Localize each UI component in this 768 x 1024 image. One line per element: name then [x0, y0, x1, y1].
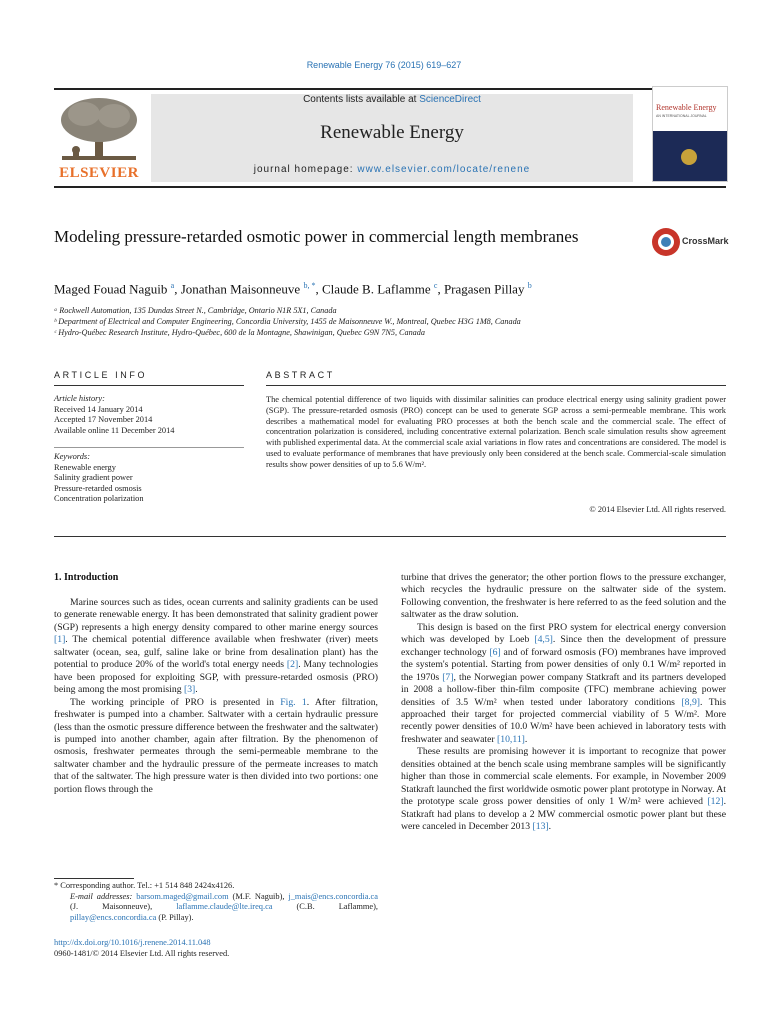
citation-link[interactable]: [6]: [489, 646, 501, 658]
body-paragraph: [54, 597, 378, 697]
abstract-heading: ABSTRACT: [266, 370, 335, 380]
crossmark-badge[interactable]: [652, 228, 732, 260]
footnote: [54, 881, 378, 923]
article-info-rule: [54, 385, 244, 386]
author-name: Maged Fouad Naguib: [54, 281, 171, 297]
body-text: .: [524, 733, 528, 745]
keyword: Salinity gradient power: [54, 473, 133, 483]
homepage-prefix: journal homepage:: [253, 164, 358, 175]
history-accepted: Accepted 17 November 2014: [54, 415, 153, 425]
body-paragraph: [401, 572, 726, 622]
keywords-block: [54, 452, 244, 505]
keyword: Renewable energy: [54, 462, 116, 472]
body-text: turbine that drives the generator; the other portion flows to the pressure exchanger, which recycles the hydraulic pressure on the saltwater side of the system. Following convention, the freshwater is here referred to as the feed solution and the saltwater as the draw solution.: [401, 572, 726, 621]
author-affiliation-marker[interactable]: b, *: [303, 281, 316, 290]
citation-link[interactable]: [13]: [532, 821, 549, 833]
citation-link[interactable]: [12]: [707, 796, 724, 808]
history-online: Available online 11 December 2014: [54, 425, 175, 435]
email-label: E-mail addresses:: [70, 891, 137, 901]
body-left-column: [54, 597, 378, 796]
email-owner: (P. Pillay).: [156, 912, 194, 922]
article-info-heading: ARTICLE INFO: [54, 370, 148, 380]
body-text: .: [548, 821, 552, 833]
abstract-text: The chemical potential difference of two liquids with dissimilar salinities can produce electrical energy using salinity gradient power (SGP). The pressure-retarded osmosis (PRO) concept can be used to generate SGP across a semi-permeable membrane. This work describes a mathematical model for evaluating PRO processes at both the bench scale and the commercial scale. The effect of concentration polarization is considered, including concentrative external polarization. Bench scale simulation results show agreement with published experimental data. At the commercial scale axial variations in flow rates and concentrations are considered. The model is used to evaluate performance of membranes that have previously only been considered at the bench scale. Commercial-scale simulation results show power densities of up to 5.6 W/m².: [266, 395, 726, 469]
crossmark-label: CrossMark: [682, 236, 729, 246]
abstract-rule: [266, 385, 726, 386]
body-paragraph: [54, 697, 378, 797]
email-link[interactable]: laflamme.claude@lte.ireq.ca: [176, 902, 273, 912]
sciencedirect-link[interactable]: ScienceDirect: [419, 94, 481, 105]
body-text: These results are promising however it is important to recognize that power densities obtained at the bench scale using membrane samples will be significantly higher than those in commercial scale elements. For example, in November 2009 Statkraft launched the first worldwide osmotic power plant prototype in Norway. At the prototype scale gross power densities of only 1 W/m² were achieved: [401, 746, 726, 808]
journal-cover: [652, 86, 728, 182]
corresponding-author: * Corresponding author. Tel.: +1 514 848 2424x4126.: [54, 881, 235, 890]
body-text: . Many technologies have been proposed for exploiting SGP, with pressure-retarded osmosis (PRO) being among the most promising: [54, 659, 378, 696]
email-link[interactable]: pillay@encs.concordia.ca: [70, 912, 157, 922]
citation-link[interactable]: Fig. 1: [280, 696, 307, 708]
citation-link[interactable]: [1]: [54, 634, 66, 646]
journal-citation: Renewable Energy 76 (2015) 619–627: [306, 60, 462, 70]
cover-subtitle: AN INTERNATIONAL JOURNAL: [656, 114, 707, 118]
body-text: Marine sources such as tides, ocean currents and salinity gradients can be used to generate renewable energy. It has been demonstrated that salinity gradient power (SGP) represents a high energy density compared to other marine energy sources: [54, 597, 378, 633]
doi-link[interactable]: http://dx.doi.org/10.1016/j.renene.2014.11.048: [54, 938, 211, 947]
elsevier-wordmark: ELSEVIER: [59, 165, 139, 181]
author-list: Maged Fouad Naguib $^a$, Jonathan Maisonneuve $^{b, *}$, Claude B. Laflamme $^c$, Pragasen Pillay $^b$: [54, 281, 532, 297]
body-text: . After filtration, freshwater is pumped into a chamber. Saltwater with a certain hydraulic pressure (less than the osmotic pressure difference between the freshwater and the saltwater) is pumped into another chamber, again after filtration. By the phenomenon of osmosis, freshwater permeates through the semi-permeable membrane to the saltwater chamber and the hydraulic pressure of the permeate increases to match that of the saltwater. The high pressure water is then divided into two portions: one portion flows through the: [54, 696, 378, 795]
keyword: Concentration polarization: [54, 494, 144, 504]
crossmark-icon: [652, 228, 680, 256]
keyword: Pressure-retarded osmosis: [54, 483, 142, 493]
email-owner: (M.F. Naguib),: [228, 891, 289, 901]
author-name: Pragasen Pillay: [443, 281, 528, 297]
footnote-rule: [54, 878, 134, 879]
cover-title: Renewable Energy: [656, 103, 717, 112]
author-affiliation-marker[interactable]: a: [170, 281, 175, 290]
author-name: Jonathan Maisonneuve: [180, 281, 304, 297]
cover-seal-icon: [681, 149, 697, 165]
homepage-link[interactable]: www.elsevier.com/locate/renene: [357, 164, 531, 175]
body-text: .: [195, 684, 198, 696]
keywords-rule: [54, 447, 244, 448]
affiliation-a: ᵃ Rockwell Automation, 135 Dundas Street N., Cambridge, Ontario N1R 5X1, Canada: [54, 306, 337, 315]
abstract-copyright: © 2014 Elsevier Ltd. All rights reserved.: [589, 505, 726, 514]
body-text: , the Norwegian power company Statkraft and its partners developed in 2008 a hollow-fiber thin-film composite (TFC) membrane achieving power densities of 3.5 W/m² when tested under laboratory conditions: [401, 671, 726, 708]
history-received: Received 14 January 2014: [54, 404, 143, 414]
header-bottom-rule: [54, 186, 726, 188]
author-name: Claude B. Laflamme: [321, 281, 434, 297]
body-text: The working principle of PRO is presented in: [70, 696, 281, 708]
paper-title: Modeling pressure-retarded osmotic power in commercial length membranes: [54, 227, 579, 246]
citation-link[interactable]: [10,11]: [497, 733, 525, 745]
homepage-line: [151, 164, 633, 175]
issn-line: 0960-1481/© 2014 Elsevier Ltd. All rights reserved.: [54, 948, 230, 958]
author-affiliation-marker[interactable]: c: [433, 281, 438, 290]
email-link[interactable]: barsom.maged@gmail.com: [136, 891, 229, 901]
body-text: . Statkraft had plans to develop a 2 MW commercial osmotic power plant but these were canceled in December 2013: [401, 796, 726, 833]
citation-link[interactable]: [2]: [286, 659, 299, 671]
affiliation-b: ᵇ Department of Electrical and Computer Engineering, Concordia University, 1455 de Maisonneuve W., Montreal, Quebec H3G 1M8, Canada: [54, 317, 521, 326]
body-text: . This approached their target for projected commercial viability of 5 W/m². More recently power densities of 10.0 W/m² have been achieved in laboratory tests with freshwater and seawater: [401, 696, 726, 745]
contents-prefix: Contents lists available at: [303, 94, 420, 105]
citation-link[interactable]: [8,9]: [681, 696, 701, 708]
history-label: Article history:: [54, 394, 105, 403]
keywords-label: Keywords:: [54, 452, 90, 461]
journal-banner: [151, 94, 633, 182]
abstract-bottom-rule: [54, 536, 726, 537]
email-addresses: [54, 892, 378, 924]
email-link[interactable]: j_mais@encs.concordia.ca: [288, 891, 378, 901]
author-affiliation-marker[interactable]: b: [527, 281, 532, 290]
body-paragraph: [401, 622, 726, 747]
article-history: [54, 394, 244, 436]
body-text: . The chemical potential difference available when freshwater (river) meets saltwater (ocean, sea, gulf, saline lake or brine from desalination plant) has the potential to produce 20% of the world's total energy needs: [54, 634, 378, 671]
body-right-column: [401, 572, 726, 834]
affiliation-c: ᶜ Hydro-Québec Research Institute, Hydro-Québec, 600 de la Montagne, Shawinigan, Quebec G9N 7N5, Canada: [54, 328, 425, 337]
email-owner: (J. Maisonneuve),: [70, 902, 177, 912]
elsevier-tree-icon: [54, 94, 144, 166]
doi-block: [54, 938, 384, 959]
email-owner: (C.B. Laflamme),: [272, 902, 378, 912]
citation-link[interactable]: [3]: [183, 684, 196, 696]
elsevier-logo: [54, 94, 144, 182]
citation-link[interactable]: [4,5]: [534, 634, 553, 646]
body-text: This design is based on the first PRO system for electrical energy conversion which was developed by Loeb: [401, 621, 726, 646]
journal-title: Renewable Energy: [320, 122, 464, 143]
section-heading-introduction: 1. Introduction: [54, 572, 119, 583]
body-text: and of forward osmosis (FO) membranes have improved the system's potential. Starting from power densities of only 0.1 W/m² reported in the 1970s: [401, 646, 726, 683]
contents-line: [151, 94, 633, 105]
body-text: . Since then the development of pressure exchanger technology: [401, 634, 726, 658]
top-rule: [54, 88, 726, 90]
body-paragraph: [401, 746, 726, 833]
citation-link[interactable]: [7]: [442, 671, 454, 683]
